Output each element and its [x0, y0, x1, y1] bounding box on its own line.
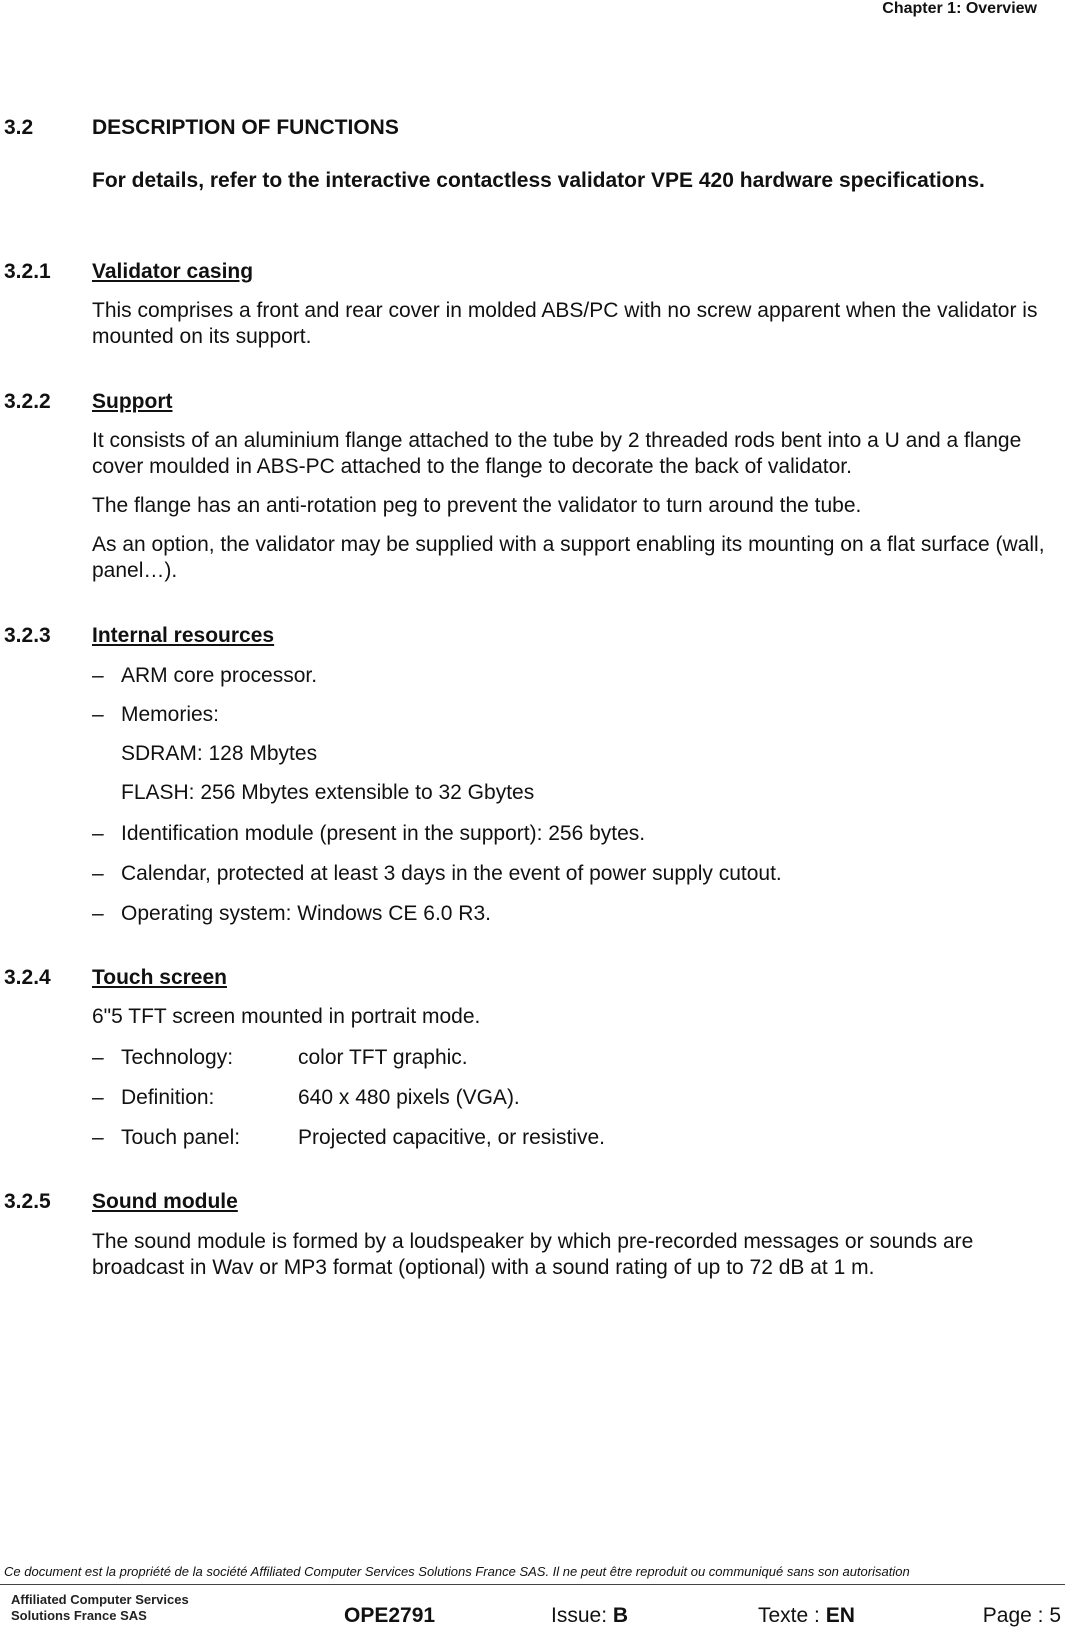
bullet-dash: –	[92, 1086, 104, 1109]
subsection-number-3-2-1: 3.2.1	[4, 260, 51, 283]
subsection-number-3-2-3: 3.2.3	[4, 624, 51, 647]
confidentiality-notice: Ce document est la propriété de la société Affiliated Computer Services Solutions France SAS. Il ne peut être reproduit ou communiqué sans son autorisation	[4, 1564, 910, 1579]
company-logo	[11, 1592, 189, 1624]
list-item-operating-system: Operating system: Windows CE 6.0 R3.	[121, 902, 491, 925]
bullet-dash: –	[92, 1126, 104, 1149]
page-number: Page : 5	[982, 1604, 1061, 1627]
memory-flash: FLASH: 256 Mbytes extensible to 32 Gbytes	[121, 781, 535, 804]
texte-label: Texte :	[758, 1604, 820, 1627]
issue-label: Issue:	[551, 1604, 608, 1627]
bullet-dash: –	[92, 703, 104, 726]
spec-label-technology: Technology:	[121, 1046, 234, 1069]
logo-line-1: Affiliated Computer Services	[11, 1592, 189, 1607]
sound-module-paragraph: The sound module is formed by a loudspeaker by which pre-recorded messages or sounds are broadcast in Wav or MP3 format (optional) with a sound rating of up to 72 dB at 1 m.	[92, 1230, 974, 1279]
spec-label-definition: Definition:	[121, 1086, 215, 1109]
validator-casing-paragraph: This comprises a front and rear cover in molded ABS/PC with no screw apparent when the validator is mounted on its support.	[92, 299, 1038, 348]
spec-value-definition: 640 x 480 pixels (VGA).	[298, 1086, 520, 1109]
texte-value: EN	[825, 1604, 855, 1627]
section-number: 3.2	[4, 116, 34, 139]
subsection-title-sound-module: Sound module	[92, 1190, 238, 1213]
section-intro: For details, refer to the interactive contactless validator VPE 420 hardware specifications.	[92, 169, 985, 192]
issue-field	[551, 1604, 628, 1628]
subsection-title-internal-resources: Internal resources	[92, 624, 275, 647]
support-paragraph-1: It consists of an aluminium flange attached to the tube by 2 threaded rods bent into a U and a flange cover moulded in ABS-PC attached to the flange to decorate the back of validator.	[92, 429, 1022, 478]
language-field	[758, 1604, 855, 1628]
logo-line-2: Solutions France SAS	[11, 1608, 147, 1623]
subsection-number-3-2-2: 3.2.2	[4, 390, 51, 413]
bullet-dash: –	[92, 822, 104, 845]
bullet-dash: –	[92, 1046, 104, 1069]
spec-value-touch-panel: Projected capacitive, or resistive.	[298, 1126, 605, 1149]
spec-value-technology: color TFT graphic.	[298, 1046, 468, 1069]
support-paragraph-2: The flange has an anti-rotation peg to prevent the validator to turn around the tube.	[92, 494, 862, 517]
section-title: DESCRIPTION OF FUNCTIONS	[92, 116, 399, 139]
list-item-identification-module: Identification module (present in the support): 256 bytes.	[121, 822, 646, 845]
spec-label-touch-panel: Touch panel:	[121, 1126, 241, 1149]
subsection-title-touch-screen: Touch screen	[92, 966, 227, 989]
list-item-calendar: Calendar, protected at least 3 days in the event of power supply cutout.	[121, 862, 782, 885]
list-item-processor: ARM core processor.	[121, 664, 318, 687]
document-reference: OPE2791	[344, 1604, 436, 1627]
bullet-dash: –	[92, 664, 104, 687]
issue-value: B	[612, 1604, 629, 1627]
bullet-dash: –	[92, 862, 104, 885]
footer-divider	[0, 1584, 1065, 1585]
subsection-number-3-2-5: 3.2.5	[4, 1190, 51, 1213]
bullet-dash: –	[92, 902, 104, 925]
memory-sdram: SDRAM: 128 Mbytes	[121, 742, 318, 765]
subsection-title-support: Support	[92, 390, 173, 413]
touch-screen-paragraph: 6"5 TFT screen mounted in portrait mode.	[92, 1005, 481, 1028]
chapter-header: Chapter 1: Overview	[882, 0, 1037, 17]
support-paragraph-3: As an option, the validator may be supplied with a support enabling its mounting on a flat surface (wall, panel…).	[92, 533, 1045, 582]
subsection-number-3-2-4: 3.2.4	[4, 966, 51, 989]
list-item-memories: Memories:	[121, 703, 220, 726]
subsection-title-validator-casing: Validator casing	[92, 260, 254, 283]
